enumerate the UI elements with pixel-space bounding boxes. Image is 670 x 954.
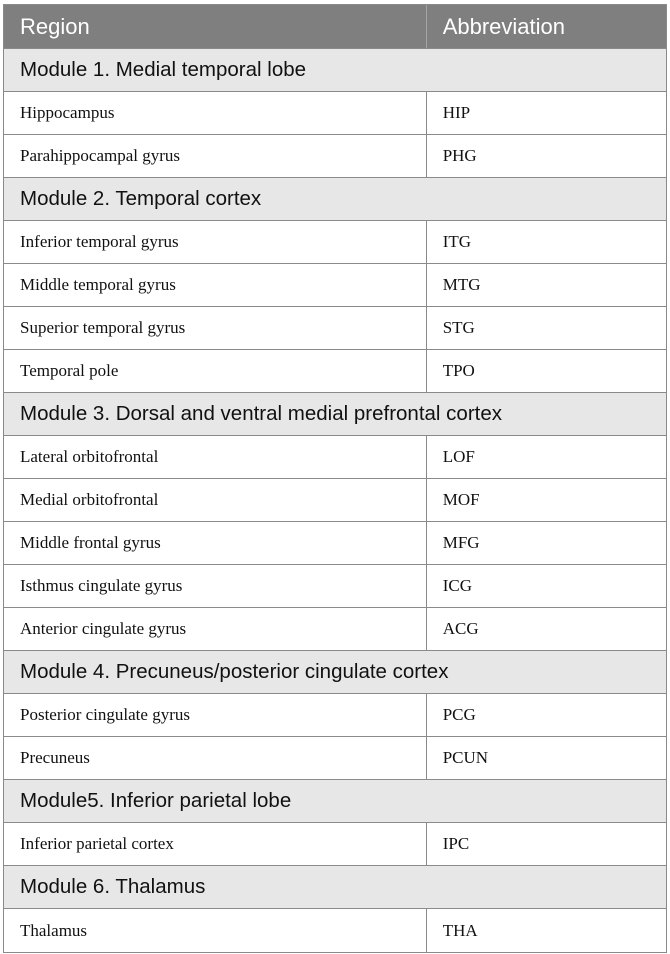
table-row: [4, 694, 666, 737]
region-cell: Parahippocampal gyrus: [4, 135, 427, 177]
module-header: [4, 866, 666, 909]
abbreviation-cell: IPC: [442, 834, 470, 853]
region-cell: Middle temporal gyrus: [4, 264, 427, 306]
abbreviation-cell: LOF: [442, 447, 475, 466]
abbreviation-cell: TPO: [442, 361, 475, 380]
abbreviation-cell: MTG: [442, 275, 481, 294]
header-abbreviation: Abbreviation: [442, 13, 566, 39]
table-row: [4, 307, 666, 350]
module-title: Module 2. Temporal cortex: [20, 187, 262, 210]
abbreviation-cell: THA: [442, 920, 478, 940]
module-title: Module 6. Thalamus: [20, 875, 206, 898]
module-title: Module 3. Dorsal and ventral medial prefrontal cortex: [20, 402, 502, 425]
module-header: [4, 393, 666, 436]
region-cell: Medial orbitofrontal: [4, 479, 427, 521]
module-header: [4, 651, 666, 694]
region-cell: Inferior parietal cortex: [4, 823, 427, 865]
module-header: [4, 49, 666, 92]
abbreviation-cell: PCUN: [442, 748, 489, 767]
region-cell: Anterior cingulate gyrus: [4, 608, 427, 650]
region-cell: Superior temporal gyrus: [4, 307, 427, 349]
abbreviation-cell: ICG: [442, 576, 472, 595]
table-row: [4, 608, 666, 651]
region-cell: Lateral orbitofrontal: [4, 436, 427, 478]
table-row: [4, 436, 666, 479]
table-row: [4, 135, 666, 178]
table-row: [4, 350, 666, 393]
table-row: [4, 221, 666, 264]
region-cell: Precuneus: [4, 737, 427, 779]
table-row: [4, 909, 666, 952]
region-cell: Hippocampus: [4, 92, 427, 134]
region-cell: Posterior cingulate gyrus: [4, 694, 427, 736]
table-row: [4, 565, 666, 608]
region-cell: Temporal pole: [4, 350, 427, 392]
region-cell: Inferior temporal gyrus: [4, 221, 427, 263]
table-header: [4, 5, 666, 49]
module-header: [4, 780, 666, 823]
module-title: Module 1. Medial temporal lobe: [20, 58, 307, 81]
header-region: Region: [4, 5, 427, 48]
table-row: [4, 737, 666, 780]
module-title: Module 4. Precuneus/posterior cingulate cortex: [20, 660, 449, 683]
abbreviation-cell: MOF: [442, 490, 480, 509]
module-header: [4, 178, 666, 221]
table-row: [4, 264, 666, 307]
region-cell: Middle frontal gyrus: [4, 522, 427, 564]
abbreviation-cell: PCG: [442, 705, 476, 724]
table-row: [4, 479, 666, 522]
abbreviation-cell: ITG: [442, 232, 472, 251]
abbreviation-cell: ACG: [442, 619, 479, 638]
region-cell: Thalamus: [4, 909, 427, 952]
abbreviation-cell: STG: [442, 318, 475, 337]
abbreviation-cell: MFG: [442, 533, 480, 552]
table-row: [4, 92, 666, 135]
table-row: [4, 823, 666, 866]
module-title: Module5. Inferior parietal lobe: [20, 789, 292, 812]
regions-table: [3, 4, 667, 953]
table-row: [4, 522, 666, 565]
abbreviation-cell: HIP: [442, 103, 471, 122]
abbreviation-cell: PHG: [442, 146, 477, 165]
region-cell: Isthmus cingulate gyrus: [4, 565, 427, 607]
